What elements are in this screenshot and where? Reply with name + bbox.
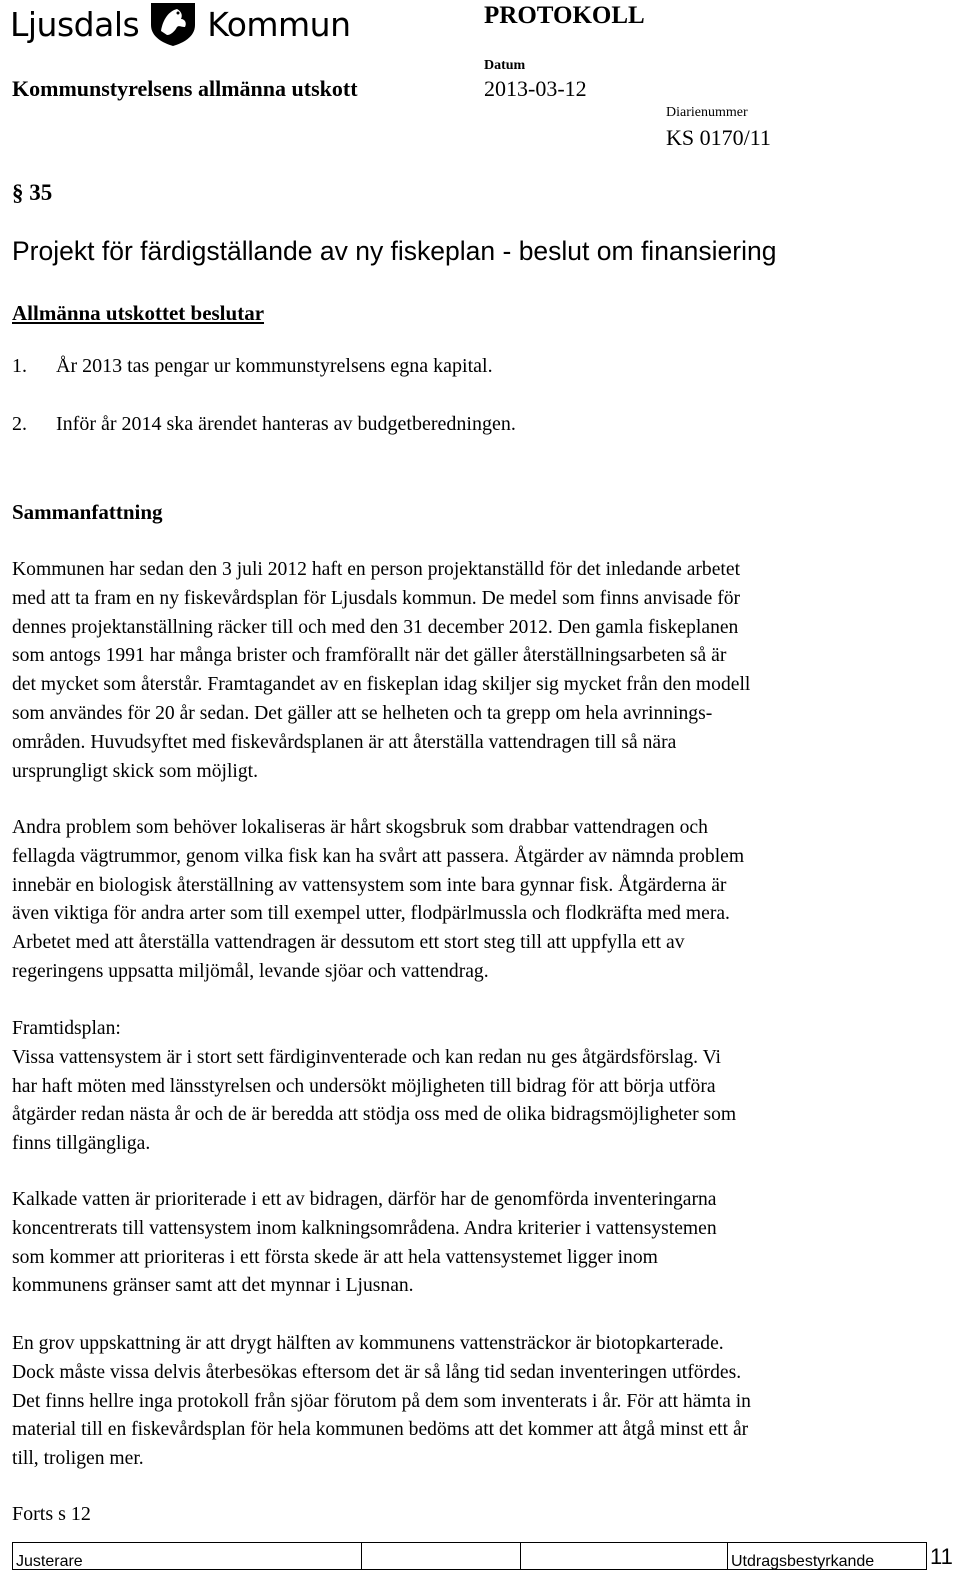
text-line: regeringens uppsatta miljömål, levande sjöar och vattendrag. — [12, 960, 489, 982]
justerare-box — [12, 1542, 362, 1570]
decision-text: Inför år 2014 ska ärendet hanteras av budgetberedningen. — [56, 413, 516, 435]
text-line: åtgärder redan nästa år och de är beredda att stödja oss med de olika bidragsmöjligheter som — [12, 1104, 737, 1126]
text-line: även viktiga för andra arter som till exempel utter, flodpärlmussla och flodkräfta med mera. — [12, 903, 730, 925]
coat-of-arms-icon — [147, 1, 199, 47]
text-line: med att ta fram en ny fiskevårdsplan för Ljusdals kommun. De medel som finns anvisade för — [12, 587, 741, 609]
decision-item-2 — [12, 413, 516, 436]
decision-heading: Allmänna utskottet beslutar — [12, 301, 265, 325]
date-label: Datum — [484, 58, 526, 73]
signature-box — [520, 1542, 728, 1570]
decision-number: 2. — [12, 413, 27, 435]
text-line: som användes för 20 år sedan. Det gäller att se helheten och ta grepp om hela avrinnings- — [12, 702, 713, 724]
text-line: innebär en biologisk återställning av vattensystem som inte bara gynnar fisk. Åtgärderna är — [12, 874, 727, 896]
decision-number: 1. — [12, 355, 27, 377]
text-line: Kalkade vatten är prioriterade i ett av bidragen, därför har de genomförda inventeringarna — [12, 1189, 717, 1210]
date-value: 2013-03-12 — [484, 76, 587, 101]
text-line: fellagda vägtrummor, genom vilka fisk kan ha svårt att passera. Åtgärder av nämnda problem — [12, 845, 745, 867]
paragraph-number: § 35 — [12, 180, 53, 205]
text-line: det mycket som återstår. Framtagandet av en fiskeplan idag skiljer sig mycket från den modell — [12, 674, 751, 696]
text-line: En grov uppskattning är att drygt hälften av kommunens vattensträckor är biotopkarterade. — [12, 1333, 724, 1354]
text-line: områden. Huvudsyftet med fiskevårdsplanen är att återställa vattendragen till så nära — [12, 731, 677, 753]
registration-number-label: Diarienummer — [666, 105, 748, 120]
text-line: dennes projektanställning räcker till och med den 31 december 2012. Den gamla fiskeplanen — [12, 616, 739, 638]
text-line: finns tillgängliga. — [12, 1133, 151, 1155]
continued-note: Forts s 12 — [12, 1503, 91, 1525]
text-line: till, troligen mer. — [12, 1448, 144, 1470]
committee-name: Kommunstyrelsens allmänna utskott — [12, 76, 358, 101]
decision-item-1 — [12, 355, 493, 378]
text-line: koncentrerats till vattensystem inom kalkningsområdena. Andra kriterier i vattensystemen — [12, 1217, 717, 1239]
text-line: som antogs 1991 har många brister och framförallt när det gäller återställningsarbeten så är — [12, 645, 727, 667]
text-line: Kommunen har sedan den 3 juli 2012 haft en person projektanställd för det inledande arbetet — [12, 559, 741, 580]
text-line: har haft möten med länsstyrelsen och undersökt möjligheten till bidrag för att börja utföra — [12, 1075, 716, 1097]
summary-paragraph-5 — [12, 1330, 956, 1474]
utdragsbestyrkande-label: Utdragsbestyrkande — [731, 1553, 875, 1570]
logo-text-left: Ljusdals — [10, 4, 140, 44]
summary-paragraph-2 — [12, 814, 956, 987]
page-title: Projekt för färdigställande av ny fiskeplan - beslut om finansiering — [12, 236, 777, 266]
text-line: Det finns hellre inga protokoll från sjöar förutom på dem som inventerats i år. För att hämta in — [12, 1390, 751, 1412]
text-line: Framtidsplan: — [12, 1018, 121, 1039]
page-footer — [12, 1542, 960, 1570]
text-line: material till en fiskevårdsplan för hela kommunen bedöms att det kommer att åtgå minst ett år — [12, 1419, 749, 1441]
signature-box — [361, 1542, 521, 1570]
registration-number-value: KS 0170/11 — [666, 125, 771, 150]
justerare-label: Justerare — [16, 1553, 83, 1570]
summary-paragraph-4 — [12, 1186, 956, 1301]
decision-text: År 2013 tas pengar ur kommunstyrelsens egna kapital. — [56, 355, 493, 377]
logo-text-right: Kommun — [207, 4, 351, 44]
future-plan-paragraph — [12, 1015, 956, 1159]
text-line: Dock måste vissa delvis återbesökas eftersom det är så lång tid sedan inventeringen utfördes. — [12, 1361, 742, 1383]
municipality-logo — [10, 2, 351, 46]
text-line: ursprungligt skick som möjligt. — [12, 760, 259, 782]
utdragsbestyrkande-box — [727, 1542, 927, 1570]
text-line: som kommer att prioriteras i ett första skede är att hela vattensystemet ligger inom — [12, 1246, 658, 1268]
text-line: kommunens gränser samt att det mynnar i Ljusnan. — [12, 1275, 414, 1297]
text-line: Andra problem som behöver lokaliseras är hårt skogsbruk som drabbar vattendragen och — [12, 817, 708, 838]
summary-paragraph-1 — [12, 556, 956, 786]
page-number: 11 — [930, 1544, 953, 1569]
text-line: Vissa vattensystem är i stort sett färdiginventerade och kan redan nu ges åtgärdsförslag. Vi — [12, 1046, 721, 1068]
text-line: Arbetet med att återställa vattendragen är dessutom ett stort steg till att uppfylla ett av — [12, 932, 685, 954]
summary-heading: Sammanfattning — [12, 500, 163, 524]
document-type: PROTOKOLL — [484, 2, 645, 29]
